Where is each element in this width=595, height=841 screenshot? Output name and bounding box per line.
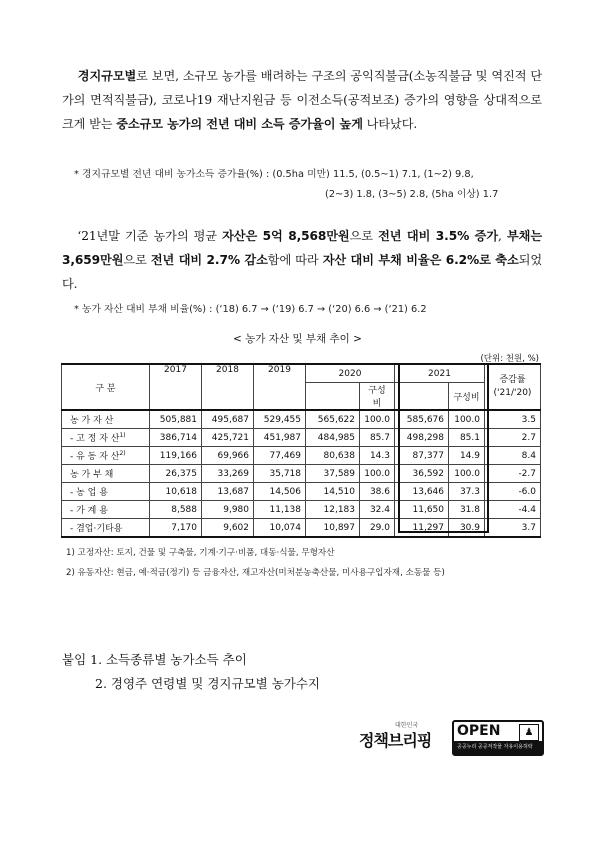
cell-s2021: 85.1 <box>449 429 485 447</box>
paragraph-text: 함에 따라 <box>267 253 323 267</box>
cell-s2021: 100.0 <box>449 410 485 429</box>
header-2019: 2019 <box>254 364 306 410</box>
cell-s2021: 100.0 <box>449 465 485 483</box>
table-body <box>62 410 541 537</box>
table-row <box>62 519 541 538</box>
cell-rate: 8.4 <box>485 447 541 465</box>
header-rate <box>485 364 541 410</box>
row-label-text: - 농 업 용 <box>70 488 108 498</box>
cell-v2017: 119,166 <box>150 447 202 465</box>
header-2018: 2018 <box>202 364 254 410</box>
cell-v2020: 37,589 <box>306 465 360 483</box>
footnote-2: 2) 유동자산: 현금, 예·적금(정기) 등 금융자산, 재고자산(미처분농축산물, 미사용구입자재, 소동물 등) <box>66 568 445 578</box>
highlight-text: 중소규모 농가의 전년 대비 소득 증가율이 높게 <box>116 117 363 131</box>
table-row <box>62 429 541 447</box>
note-income-growth-line1: * 경지규모별 전년 대비 농가소득 증가율(%) : (0.5ha 미만) 11.5, (0.5~1) 7.1, (1~2) 9.8, <box>74 169 474 180</box>
cell-rate: -2.7 <box>485 465 541 483</box>
table-row <box>62 447 541 465</box>
logo-main-text: 정책브리핑 <box>359 731 432 750</box>
cell-s2021: 14.9 <box>449 447 485 465</box>
cell-rate: -4.4 <box>485 501 541 519</box>
paragraph-text: 되었다. <box>62 253 542 291</box>
cell-s2020: 100.0 <box>360 465 395 483</box>
cell-v2017: 7,170 <box>150 519 202 538</box>
row-label-text: - 고 정 자 산 <box>70 434 120 444</box>
paragraph-text: , <box>498 229 507 243</box>
table-caption: < 농가 자산 및 부채 추이 > <box>233 333 362 345</box>
paragraph-text: ‘21년말 기준 농가의 평균 <box>77 229 223 243</box>
paragraph-text: 으로 <box>349 229 379 243</box>
open-title: OPEN <box>457 723 501 739</box>
asset-debt-table <box>61 363 541 538</box>
cell-v2018: 9,602 <box>202 519 254 538</box>
header-share-2020: 구성비 <box>360 383 395 411</box>
cell-s2021: 30.9 <box>449 519 485 538</box>
cell-s2020: 32.4 <box>360 501 395 519</box>
highlight-text: 부채는 3,659만원 <box>62 229 542 267</box>
open-license-logo <box>452 720 544 756</box>
row-label <box>62 429 150 447</box>
row-label-text: 농 가 자 산 <box>70 416 114 426</box>
row-label <box>62 519 150 538</box>
cell-rate: -6.0 <box>485 483 541 501</box>
cell-s2020: 38.6 <box>360 483 395 501</box>
cell-v2021: 13,646 <box>395 483 449 501</box>
highlight-text: 자산 대비 부채 비율은 6.2%로 축소 <box>322 253 519 267</box>
header-2021: 2021 <box>395 364 485 383</box>
header-share-2021: 구성비 <box>449 383 485 411</box>
logo-small-text: 대한민국 <box>395 722 419 729</box>
header-category: 구 분 <box>62 364 150 410</box>
row-label <box>62 465 150 483</box>
table-row <box>62 410 541 429</box>
cell-v2017: 26,375 <box>150 465 202 483</box>
open-subtitle: 공공누리 공공저작물 자유이용허락 <box>454 741 542 754</box>
cell-v2020: 484,985 <box>306 429 360 447</box>
note-debt-ratio: * 농가 자산 대비 부채 비율(%) : (‘18) 6.7 → (‘19) 6.7 → (‘20) 6.6 → (‘21) 6.2 <box>74 304 427 315</box>
cell-v2019: 14,506 <box>254 483 306 501</box>
paragraph-farm-size <box>62 64 542 136</box>
cell-v2021: 36,592 <box>395 465 449 483</box>
cell-v2018: 9,980 <box>202 501 254 519</box>
cell-v2019: 529,455 <box>254 410 306 429</box>
cell-s2020: 29.0 <box>360 519 395 538</box>
row-label-text: - 가 계 용 <box>70 506 108 516</box>
cell-v2017: 505,881 <box>150 410 202 429</box>
row-label <box>62 410 150 429</box>
cell-rate: 3.5 <box>485 410 541 429</box>
cell-v2021: 11,297 <box>395 519 449 538</box>
cell-s2020: 14.3 <box>360 447 395 465</box>
row-label-text: 농 가 부 채 <box>70 470 114 480</box>
cell-v2019: 35,718 <box>254 465 306 483</box>
cell-v2020: 80,638 <box>306 447 360 465</box>
row-label-text: - 겸업·기타용 <box>70 524 123 534</box>
cell-v2017: 8,588 <box>150 501 202 519</box>
highlight-text: 전년 대비 3.5% 증가 <box>378 229 499 243</box>
cell-v2020: 565,622 <box>306 410 360 429</box>
farm-size-heading: 경지규모별 <box>77 69 137 83</box>
header-rate-label: 증감률 <box>499 375 526 385</box>
cell-v2018: 495,687 <box>202 410 254 429</box>
annex-line-2: 2. 경영주 연령별 및 경지규모별 농가수지 <box>95 676 320 691</box>
cell-v2021: 585,676 <box>395 410 449 429</box>
footnote-marker: 2) <box>119 450 126 457</box>
cell-v2019: 451,987 <box>254 429 306 447</box>
table-row <box>62 465 541 483</box>
table-row <box>62 483 541 501</box>
header-2017: 2017 <box>150 364 202 410</box>
cell-v2021: 11,650 <box>395 501 449 519</box>
cell-s2020: 100.0 <box>360 410 395 429</box>
row-label-text: - 유 동 자 산 <box>70 452 120 462</box>
paragraph-text: 로 보면, 소규모 농가를 배려하는 구조의 공익직불금(소농직불금 및 역진적 단가의 면적직불금), 코로나19 재난지원금 등 이전소득(공적보조) 증가의 영향을 상대적으로 크게 받는 <box>62 69 542 131</box>
highlight-text: 자산은 5억 8,568만원 <box>222 229 350 243</box>
cell-v2019: 11,138 <box>254 501 306 519</box>
annex-line-1: 붙임 1. 소득종류별 농가소득 추이 <box>62 652 247 667</box>
paragraph-assets-debt <box>62 224 542 296</box>
cell-v2018: 425,721 <box>202 429 254 447</box>
cell-v2020: 12,183 <box>306 501 360 519</box>
paragraph-text: 나타났다. <box>362 117 418 131</box>
cell-s2020: 85.7 <box>360 429 395 447</box>
cell-v2020: 10,897 <box>306 519 360 538</box>
table-unit: (단위: 천원, %) <box>480 354 539 364</box>
policy-briefing-logo <box>355 720 447 756</box>
cell-rate: 2.7 <box>485 429 541 447</box>
row-label <box>62 483 150 501</box>
cell-v2018: 33,269 <box>202 465 254 483</box>
footnote-marker: 1) <box>119 432 126 439</box>
person-icon: ♟ <box>519 724 539 741</box>
cell-s2021: 31.8 <box>449 501 485 519</box>
cell-v2020: 14,510 <box>306 483 360 501</box>
cell-v2019: 10,074 <box>254 519 306 538</box>
cell-v2019: 77,469 <box>254 447 306 465</box>
row-label <box>62 501 150 519</box>
row-label <box>62 447 150 465</box>
header-2021-value <box>395 383 449 411</box>
cell-v2017: 10,618 <box>150 483 202 501</box>
cell-s2021: 37.3 <box>449 483 485 501</box>
header-rate-sub: ('21/'20) <box>493 388 532 398</box>
cell-rate: 3.7 <box>485 519 541 538</box>
cell-v2021: 498,298 <box>395 429 449 447</box>
footnote-1: 1) 고정자산: 토지, 건물 및 구축물, 기계·기구·비품, 대동·식물, 무형자산 <box>66 548 335 558</box>
cell-v2018: 69,966 <box>202 447 254 465</box>
header-2020-value <box>306 383 360 411</box>
cell-v2021: 87,377 <box>395 447 449 465</box>
paragraph-text: 으로 <box>123 253 151 267</box>
highlight-text: 전년 대비 2.7% 감소 <box>150 253 268 267</box>
header-2020: 2020 <box>306 364 395 383</box>
table-row <box>62 501 541 519</box>
note-income-growth-line2: (2~3) 1.8, (3~5) 2.8, (5ha 이상) 1.7 <box>325 189 499 200</box>
cell-v2017: 386,714 <box>150 429 202 447</box>
cell-v2018: 13,687 <box>202 483 254 501</box>
